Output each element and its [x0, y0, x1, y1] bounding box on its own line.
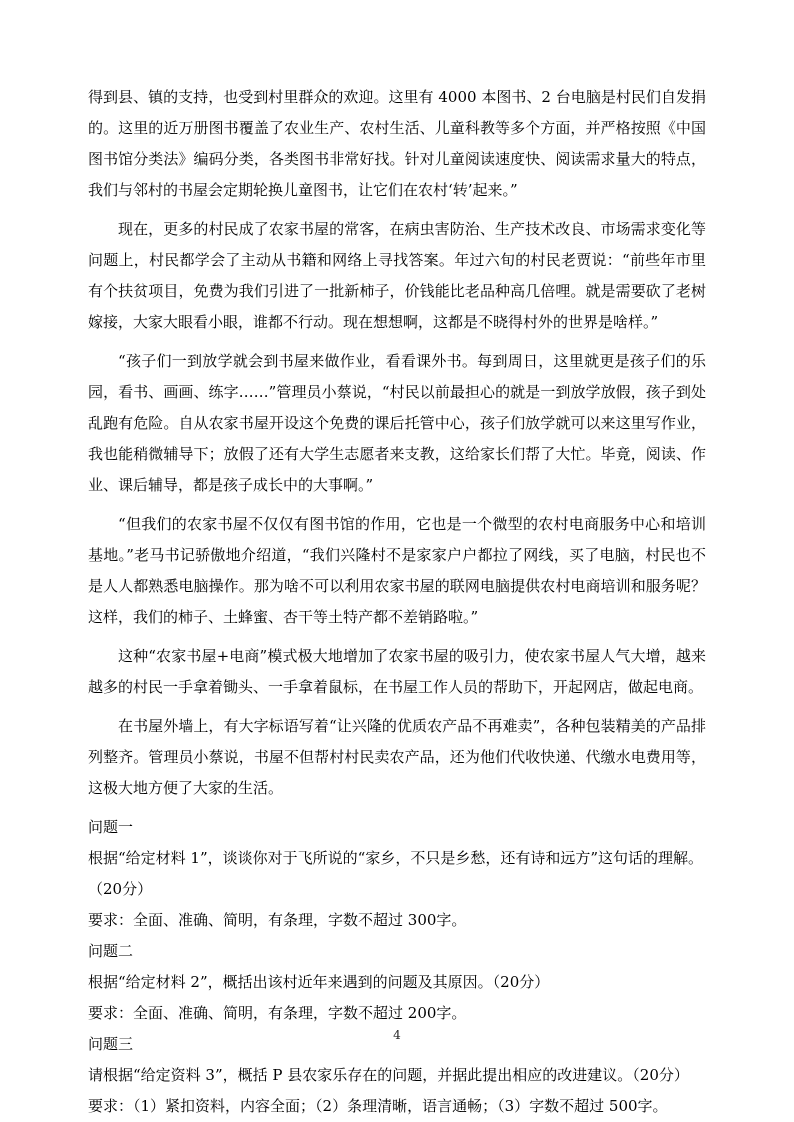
question-requirement: 要求：全面、准确、简明，有条理，字数不超过 200字。 — [88, 1004, 467, 1022]
question-text: 请根据“给定资料 3”，概括 P 县农家乐存在的问题，并据此提出相应的改进建议。（20分） — [88, 1066, 689, 1084]
paragraph-continued: 得到县、镇的支持，也受到村里群众的欢迎。这里有 4000 本图书、2 台电脑是村民们自发捐的。这里的近万册图书覆盖了农业生产、农村生活、儿童科教等多个方面，并严格按照《中国图书馆分类法》编码分类，各类图书非常好找。针对儿童阅读速度快、阅读需求量大的特点，我们与邻村的书屋会定期轮换儿童图书，让它们在农村‘转’起来。” — [88, 88, 706, 199]
question-block-2 — [88, 936, 706, 1029]
paragraph-bookstore-ecommerce: 这种“农家书屋+电商”模式极大地增加了农家书屋的吸引力，使农家书屋人气大增，越来越多的村民一手拿着锄头、一手拿着鼠标，在书屋工作人员的帮助下，开起网店，做起电商。 — [88, 647, 706, 696]
page-number: 4 — [393, 1028, 401, 1042]
paragraph-villagers: 现在，更多的村民成了农家书屋的常客，在病虫害防治、生产技术改良、市场需求变化等问题上，村民都学会了主动从书籍和网络上寻找答案。年过六旬的村民老贾说：“前些年市里有个扶贫项目，免费为我们引进了一批新柿子，价钱能比老品种高几倍哩。就是需要砍了老树嫁接，大家大眼看小眼，谁都不行动。现在想想啊，这都是不晓得村外的世界是啥样。” — [88, 220, 706, 331]
document-body — [88, 82, 706, 1122]
paragraph-ecommerce-center: “但我们的农家书屋不仅仅有图书馆的作用，它也是一个微型的农村电商服务中心和培训基地。”老马书记骄傲地介绍道，“我们兴隆村不是家家户户都拉了网线，买了电脑，村民也不是人人都熟悉电脑操作。那为啥不可以利用农家书屋的联网电脑提供农村电商培训和服务呢？这样，我们的柿子、土蜂蜜、杏干等土特产都不差销路啦。” — [88, 515, 706, 626]
paragraph-slogan: 在书屋外墙上，有大字标语写着“让兴隆的优质农产品不再难卖”，各种包装精美的产品排列整齐。管理员小蔡说，书屋不但帮村村民卖农产品，还为他们代收快递、代缴水电费用等，这极大地方便了大家的生活。 — [88, 717, 706, 797]
question-heading: 问题三 — [88, 1035, 134, 1053]
question-requirement: 要求：全面、准确、简明，有条理，字数不超过 300字。 — [88, 911, 467, 929]
question-heading: 问题一 — [88, 818, 134, 836]
question-block-1 — [88, 812, 706, 936]
question-requirement: 要求：（1）紧扣资料，内容全面；（2）条理清晰，语言通畅；（3）字数不超过 500字。 — [88, 1097, 668, 1115]
question-heading: 问题二 — [88, 942, 134, 960]
paragraph-children: “孩子们一到放学就会到书屋来做作业，看看课外书。每到周日，这里就更是孩子们的乐园，看书、画画、练字……”管理员小蔡说，“村民以前最担心的就是一到放学放假，孩子到处乱跑有危险。自从农家书屋开设这个免费的课后托管中心，孩子们放学就可以来这里写作业，我也能稍微辅导下；放假了还有大学生志愿者来支教，这给家长们帮了大忙。毕竟，阅读、作业、课后辅导，都是孩子成长中的大事啊。” — [88, 352, 706, 494]
question-text: 根据“给定材料 1”，谈谈你对于飞所说的“家乡，不只是乡愁，还有诗和远方”这句话的理解。（20分） — [88, 849, 703, 898]
question-text: 根据“给定材料 2”，概括出该村近年来遇到的问题及其原因。（20分） — [88, 973, 550, 991]
